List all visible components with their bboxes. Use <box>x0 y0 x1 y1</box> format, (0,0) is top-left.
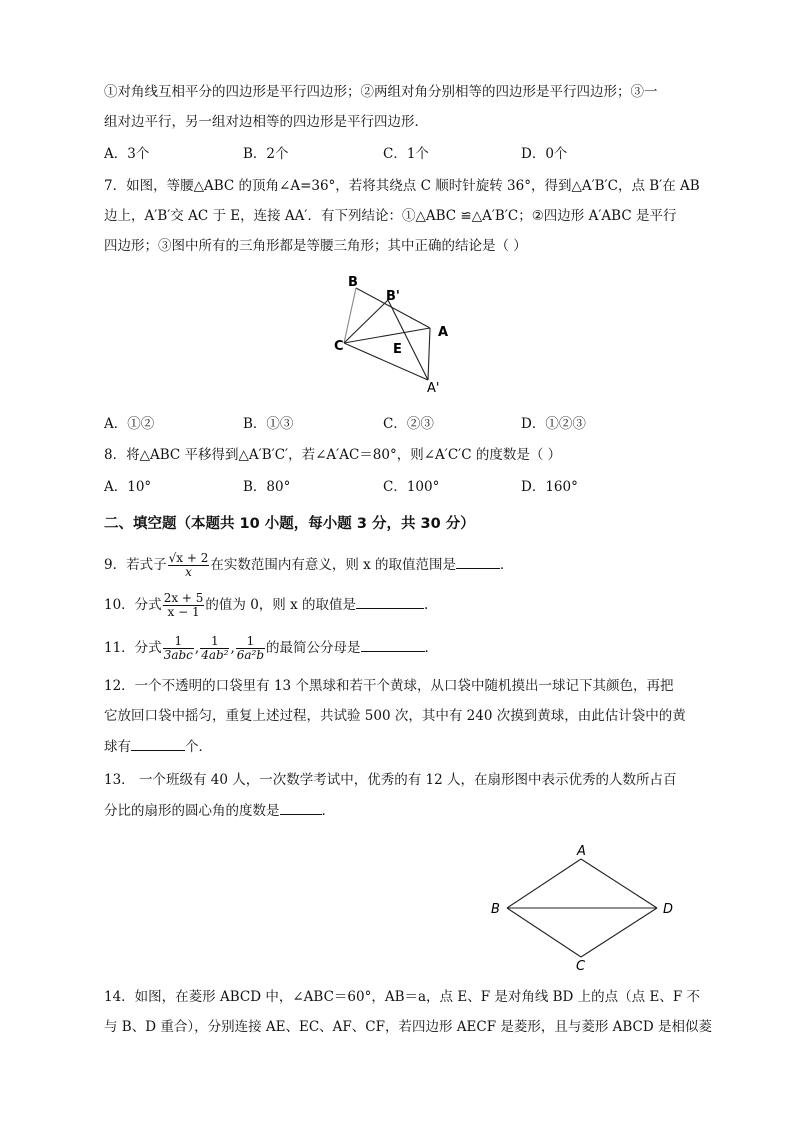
rhombus-label-d: D <box>663 902 674 917</box>
q11-fraction-3-den: 6a²b <box>236 648 265 662</box>
rhombus-label-b: B <box>491 902 500 917</box>
rhombus-label-c: C <box>576 959 586 972</box>
q10-suffix: 的值为 0，则 x 的取值是 <box>205 597 356 613</box>
q7-line-2: 边上，A′B′交 AC 于 E，连接 AA′．有下列结论：①△ABC ≌△A′B′C；②四边形 A′ABC 是平行 <box>104 208 677 224</box>
q9-denominator: x <box>185 565 192 579</box>
q9-suffix: 在实数范围内有意义，则 x 的取值范围是 <box>210 557 457 573</box>
q11-end: ． <box>424 640 439 656</box>
q13-answer-blank[interactable] <box>280 800 322 815</box>
q10-fraction <box>163 592 205 619</box>
q11-fraction-1-den: 3abc <box>163 648 193 662</box>
q12-answer-blank[interactable] <box>131 736 185 751</box>
q9-line <box>104 550 694 580</box>
rhombus-figure <box>485 842 685 972</box>
q10-numerator: 2x + 5 <box>163 591 204 605</box>
q11-prefix: 11．分式 <box>104 640 162 656</box>
q6-option-d: D．0个 <box>521 146 568 162</box>
q6-line-2: 组对边平行，另一组对边相等的四边形是平行四边形． <box>104 114 428 130</box>
q10-prefix: 10．分式 <box>104 597 162 613</box>
q11-fraction-2-den: 4ab² <box>201 648 229 662</box>
rhombus-label-a: A <box>577 844 586 859</box>
q7-option-b: B．①③ <box>243 416 294 432</box>
q13-line-2-start: 分比的扇形的圆心角的度数是 <box>104 803 280 819</box>
q13-line-1: 13． 一个班级有 40 人，一次数学考试中，优秀的有 12 人，在扇形图中表示优秀的人数所占百 <box>104 772 677 788</box>
q11-fraction-1-num: 1 <box>163 635 194 649</box>
q14-line-2: 与 B、D 重合），分别连接 AE、EC、AF、CF，若四边形 AECF 是菱形，且与菱形 ABCD 是相似菱 <box>104 1019 713 1035</box>
q8-option-c: C．100° <box>383 479 440 495</box>
section-2-heading: 二、填空题（本题共 10 小题，每小题 3 分，共 30 分） <box>104 516 475 532</box>
q8-option-b: B．80° <box>243 479 291 495</box>
q12-line-1: 12．一个不透明的口袋里有 13 个黑球和若干个黄球，从口袋中随机摸出一球记下其颜色，再把 <box>104 678 674 694</box>
q12-line-3-end: 个． <box>185 739 212 755</box>
q13-line-2-end: ． <box>321 803 335 819</box>
q11-fraction-1 <box>163 635 194 662</box>
q13-line-2 <box>104 800 694 821</box>
q10-answer-blank[interactable] <box>356 594 424 609</box>
q8-line-1: 8．将△ABC 平移得到△A′B′C′，若∠A′AC＝80°，则∠A′C′C 的度数是（ ） <box>104 447 562 463</box>
q9-answer-blank[interactable] <box>456 554 500 569</box>
q9-numerator: √x + 2 <box>168 551 209 565</box>
q9-fraction <box>168 552 210 579</box>
q7-option-c: C．②③ <box>383 416 434 432</box>
q11-fraction-2 <box>200 635 229 662</box>
q8-option-d: D．160° <box>521 479 578 495</box>
q11-suffix: 的最简公分母是 <box>266 640 361 656</box>
q12-line-2: 它放回口袋中摇匀，重复上述过程，共试验 500 次，其中有 240 次摸到黄球，由此估计袋中的黄 <box>104 708 686 724</box>
q7-rotation-figure <box>330 268 460 398</box>
label-b-prime: B' <box>386 289 400 304</box>
label-b: B <box>348 275 358 290</box>
label-a-prime: A' <box>427 381 440 396</box>
q14-line-1: 14．如图，在菱形 ABCD 中，∠ABC＝60°，AB＝a，点 E、F 是对角线 BD 上的点（点 E、F 不 <box>104 989 700 1005</box>
q12-line-3-start: 球有 <box>104 739 131 755</box>
q7-option-d: D．①②③ <box>521 416 586 432</box>
q7-option-a: A．①② <box>104 416 155 432</box>
q11-fraction-3-num: 1 <box>236 635 265 649</box>
q11-fraction-2-num: 1 <box>200 635 229 649</box>
q6-option-c: C．1个 <box>383 146 429 162</box>
q9-end: ． <box>500 557 514 573</box>
q6-option-a: A．3个 <box>104 146 150 162</box>
q7-line-1: 7．如图，等腰△ABC 的顶角∠A=36°，若将其绕点 C 顺时针旋转 36°，得到△A′B′C，点 B′在 AB <box>104 178 700 194</box>
q6-line-1: ①对角线互相平分的四边形是平行四边形；②两组对角分别相等的四边形是平行四边形；③一 <box>104 84 658 100</box>
q8-option-a: A．10° <box>104 479 152 495</box>
q11-fraction-3 <box>236 635 265 662</box>
label-a: A <box>438 325 449 340</box>
label-c: C <box>334 339 344 354</box>
q11-answer-blank[interactable] <box>361 637 425 652</box>
q12-line-3 <box>104 736 694 757</box>
q7-line-3: 四边形；③图中所有的三角形都是等腰三角形；其中正确的结论是（ ） <box>104 238 527 254</box>
q9-prefix: 9．若式子 <box>104 557 167 573</box>
label-e: E <box>393 342 402 357</box>
q11-line: 11．分式 $\frac{1}{\text{3abc}}$ , $\frac{1}{\text{4ab²}}$ , $\frac{1}{\text{6a²b}}$ 的最简公分母是 ． <box>104 634 439 662</box>
q10-end: . <box>424 597 429 613</box>
q6-option-b: B．2个 <box>243 146 289 162</box>
q10-line <box>104 590 694 620</box>
q10-denominator: x − 1 <box>167 605 200 619</box>
